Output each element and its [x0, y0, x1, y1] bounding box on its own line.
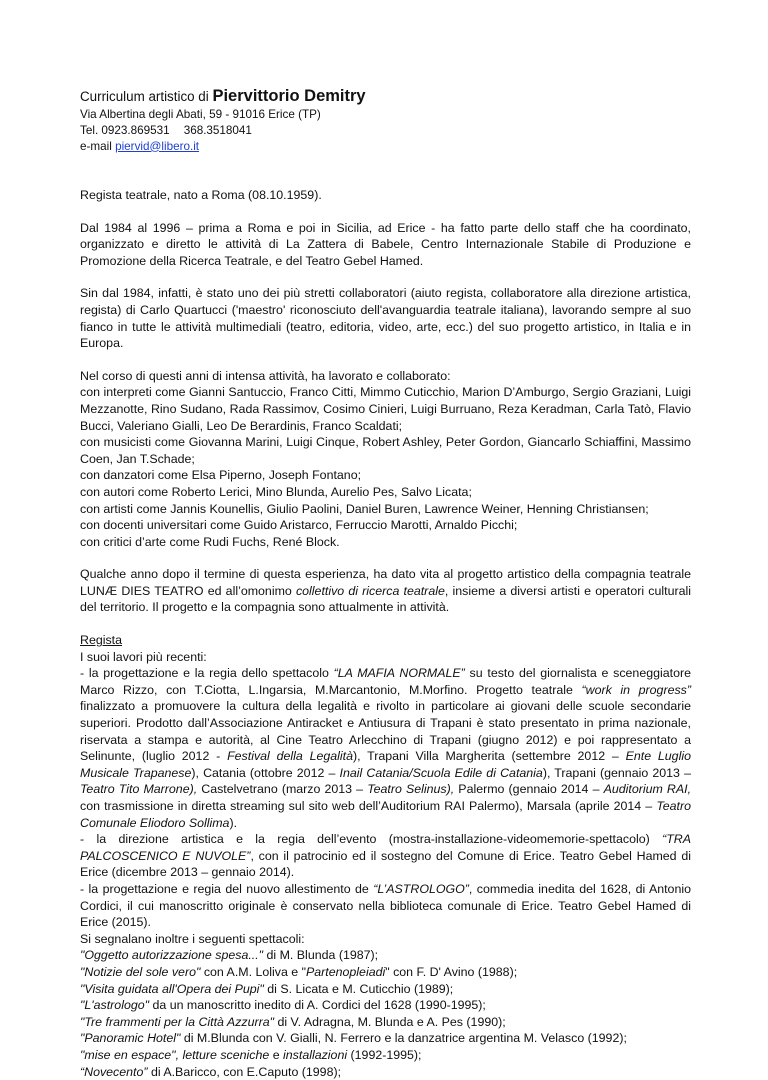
email-label: e-mail	[80, 140, 112, 153]
show-item: "Oggetto autorizzazione spesa..." di M. Blunda (1987);	[80, 947, 691, 964]
cv-title	[80, 86, 700, 107]
paragraph-1984: Dal 1984 al 1996 – prima a Roma e poi in Sicilia, ad Erice - ha fatto parte dello staff che ha coordinato, organizzato e diretto le attività di La Zattera di Babele, Centro Internazionale Stabile di Produzione e Promozione della Ricerca Teatrale, e del Teatro Gebel Hamed.	[80, 220, 691, 270]
lunae-text-b: , insieme a diversi artisti e operatori culturali del territorio. Il progetto e la compagnia sono attualmente in attività.	[80, 584, 691, 615]
email-line	[80, 139, 700, 155]
show-item: "Notizie del sole vero" con A.M. Loliva e "Partenopleiadi" con F. D' Avino (1988);	[80, 964, 691, 981]
collab-danzatori: con danzatori come Elsa Piperno, Joseph Fontano;	[80, 468, 361, 482]
lunae-italic: collettivo di ricerca teatrale	[296, 584, 445, 598]
collab-critici: con critici d’arte come Rudi Fuchs, René Block.	[80, 535, 340, 549]
author-name: Piervittorio Demitry	[212, 87, 365, 105]
cv-body	[80, 187, 691, 1080]
cv-header	[80, 86, 700, 154]
collab-musicisti: con musicisti come Giovanna Marini, Luigi Cinque, Robert Ashley, Peter Gordon, Giancarlo Schiaffini, Massimo Coen, Jan T.Schade;	[80, 435, 691, 466]
mobile-number: 368.3518041	[184, 124, 252, 137]
regia-heading: Regista	[80, 632, 691, 649]
collab-interpreti: con interpreti come Gianni Santuccio, Franco Citti, Mimmo Cuticchio, Marion D’Amburgo, Sergio Graziani, Luigi Mezzanotte, Rino Sudano, Rada Rassimov, Cosimo Cinieri, Luigi Burruano, Reza Keradman, Carla Tatò, Flavio Bucci, Valeriano Gialli, Leo De Berardinis, Franco Scaldati;	[80, 385, 691, 432]
astrologo-entry: - la progettazione e regia del nuovo allestimento de “L’ASTROLOGO”, commedia inedita del 1628, di Antonio Cordici, il cui manoscritto originale è conservato nella biblioteca comunale di Erice. Teatro Gebel Hamed di Erice (2015).	[80, 881, 691, 931]
email-link[interactable]: piervid@libero.it	[115, 140, 199, 153]
palco-entry: - la direzione artistica e la regia dell’evento (mostra-installazione-videomemorie-spettacolo) “TRA PALCOSCENICO E NUVOLE”, con il patrocinio ed il sostegno del Comune di Erice. Teatro Gebel Hamed di Erice (dicembre 2013 – gennaio 2014).	[80, 831, 691, 881]
show-item: "Visita guidata all'Opera dei Pupi" di S. Licata e M. Cuticchio (1989);	[80, 981, 691, 998]
collab-autori: con autori come Roberto Lerici, Mino Blunda, Aurelio Pes, Salvo Licata;	[80, 485, 472, 499]
collab-docenti: con docenti universitari come Guido Aristarco, Ferruccio Marotti, Arnaldo Picchi;	[80, 518, 517, 532]
address-line: Via Albertina degli Abati, 59 - 91016 Erice (TP)	[80, 107, 700, 123]
mafia-entry: - la progettazione e la regia dello spettacolo “LA MAFIA NORMALE” su testo del giornalista e sceneggiatore Marco Rizzo, con T.Ciotta, L.Ingarsia, M.Marcantonio, M.Morfino. Progetto teatrale “work in progress” finalizzato a promuovere la cultura della legalità e rivolto in particolare ai giovani delle scuole secondarie superiori. Prodotto dall’Associazione Antiracket e Antiusura di Trapani è stato presentato in prima nazionale, riservata a stampa e autorità, al Cine Teatro Arlecchino di Trapani (giugno 2012) e poi rappresentato a Selinunte, (luglio 2012 - Festival della Legalità), Trapani Villa Margherita (settembre 2012 – Ente Luglio Musicale Trapanese), Catania (ottobre 2012 – Inail Catania/Scuola Edile di Catania), Trapani (gennaio 2013 – Teatro Tito Marrone), Castelvetrano (marzo 2013 – Teatro Selinus), Palermo (gennaio 2014 – Auditorium RAI, con trasmissione in diretta streaming sul sito web dell’Auditorium RAI Palermo), Marsala (aprile 2014 – Teatro Comunale Eliodoro Sollima).	[80, 665, 691, 831]
show-item: "L'astrologo" da un manoscritto inedito di A. Cordici del 1628 (1990-1995);	[80, 997, 691, 1014]
intro-paragraph: Regista teatrale, nato a Roma (08.10.1959).	[80, 187, 691, 204]
show-item: “Novecento” di A.Baricco, con E.Caputo (1998);	[80, 1064, 691, 1080]
regia-recent: I suoi lavori più recenti:	[80, 649, 691, 666]
lunae-paragraph	[80, 566, 691, 616]
regia-section	[80, 632, 691, 1080]
phone-number: Tel. 0923.869531	[80, 124, 170, 137]
show-item: "Panoramic Hotel" di M.Blunda con V. Gialli, N. Ferrero e la danzatrice argentina M. Velasco (1992);	[80, 1030, 691, 1047]
paragraph-quartucci: Sin dal 1984, infatti, è stato uno dei più stretti collaboratori (aiuto regista, collaboratore alla direzione artistica, regista) di Carlo Quartucci ('maestro' riconosciuto dell'avanguardia teatrale italiana), lavorando sempre al suo fianco in tutte le attività multimediali (teatro, editoria, video, arte, ecc.) del suo progetto artistico, in Italia e in Europa.	[80, 285, 691, 351]
cv-title-prefix: Curriculum artistico di	[80, 89, 209, 104]
lunae-text-a: Qualche anno dopo il termine di questa esperienza, ha dato vita al progetto artistico della compagnia teatrale LUNÆ DIES TEATRO ed all’omonimo	[80, 567, 691, 598]
collaborations-section	[80, 368, 691, 551]
collab-intro: Nel corso di questi anni di intensa attività, ha lavorato e collaborato:	[80, 369, 451, 383]
shows-list	[80, 947, 691, 1080]
show-item: "mise en espace", letture sceniche e installazioni (1992-1995);	[80, 1047, 691, 1064]
phone-line	[80, 123, 700, 139]
shows-intro: Si segnalano inoltre i seguenti spettacoli:	[80, 931, 691, 948]
show-item: "Tre frammenti per la Città Azzurra" di V. Adragna, M. Blunda e A. Pes (1990);	[80, 1014, 691, 1031]
collab-artisti: con artisti come Jannis Kounellis, Giulio Paolini, Daniel Buren, Lawrence Weiner, Henning Christiansen;	[80, 502, 649, 516]
